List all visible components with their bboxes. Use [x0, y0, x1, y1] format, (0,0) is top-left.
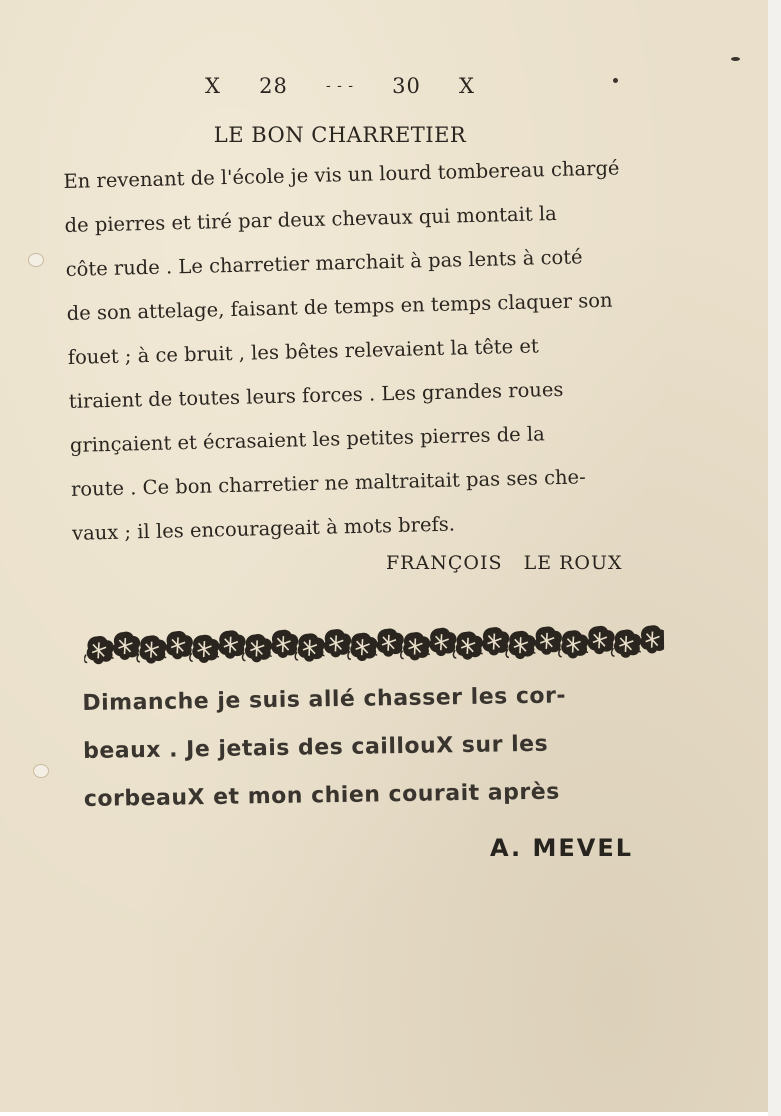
story-line: fouet ; à ce bruit , les bêtes relevaient la tête et: [67, 334, 539, 369]
vine-leaf-icon: [480, 627, 510, 656]
vine-leaf-icon: [611, 629, 641, 658]
page-range-separator: - - -: [325, 78, 355, 94]
stamped-text-block: [82, 671, 644, 824]
vine-leaf-icon: [295, 633, 325, 662]
story-line: vaux ; il les encourageait à mots brefs.: [71, 512, 456, 545]
binding-hole: [33, 764, 49, 778]
vine-leaf-icon: [506, 631, 536, 660]
vine-leaf-icon: [84, 636, 114, 665]
stamped-author: A. MEVEL: [490, 834, 634, 862]
stamped-line: beaux . Je jetais des caillouX sur les: [82, 731, 549, 764]
vine-leaf-icon: [110, 631, 140, 660]
vine-leaf-icon: [190, 635, 220, 664]
story-title: LE BON CHARRETIER: [213, 123, 467, 147]
ink-speck: [613, 78, 618, 83]
story-line: de pierres et tiré par deux chevaux qui montait la: [64, 201, 557, 237]
binding-hole: [28, 253, 44, 267]
story-line: En revenant de l'école je vis un lourd tombereau chargé: [63, 156, 620, 193]
stamped-line: Dimanche je suis allé chasser les cor-: [82, 683, 567, 716]
vine-leaf-icon: [559, 630, 589, 659]
story-line: route . Ce bon charretier ne maltraitait pas ses che-: [70, 465, 586, 501]
story-line: grinçaient et écrasaient les petites pierres de la: [69, 422, 546, 457]
vine-leaf-icon: [321, 629, 351, 658]
page-range-end: 30: [392, 74, 421, 98]
page-range-start: 28: [259, 74, 288, 98]
cross-mark-left: X: [205, 74, 221, 98]
ornamental-divider: [84, 611, 665, 672]
story-line: de son attelage, faisant de temps en temps claquer son: [66, 288, 613, 325]
story-body: [63, 146, 664, 556]
story-author: FRANÇOIS LE ROUX: [386, 552, 623, 574]
vine-leaf-icon: [216, 630, 246, 659]
vine-leaf-icon: [400, 632, 430, 661]
vine-leaf-icon: [163, 631, 193, 660]
vine-leaf-icon: [348, 633, 378, 662]
story-line: tiraient de toutes leurs forces . Les grandes roues: [68, 377, 564, 413]
vine-leaf-icon: [269, 630, 299, 659]
vine-leaf-icon: [532, 626, 562, 655]
vine-leaf-icon: [242, 634, 272, 663]
vine-leaf-icon: [585, 626, 615, 655]
ink-speck: [731, 57, 740, 61]
vine-leaf-icon: [137, 635, 167, 664]
stamped-line: corbeauX et mon chien courait après: [83, 779, 560, 812]
vine-leaf-icon: [453, 631, 483, 660]
cross-mark-right: X: [459, 74, 475, 98]
vine-leaf-icon: [638, 625, 665, 654]
vine-leaf-icon: [374, 628, 404, 657]
vine-leaf-icon: [427, 628, 457, 657]
story-line: côte rude . Le charretier marchait à pas lents à coté: [65, 245, 583, 281]
scan-margin: [768, 0, 781, 1116]
page-range-header: [205, 74, 475, 98]
